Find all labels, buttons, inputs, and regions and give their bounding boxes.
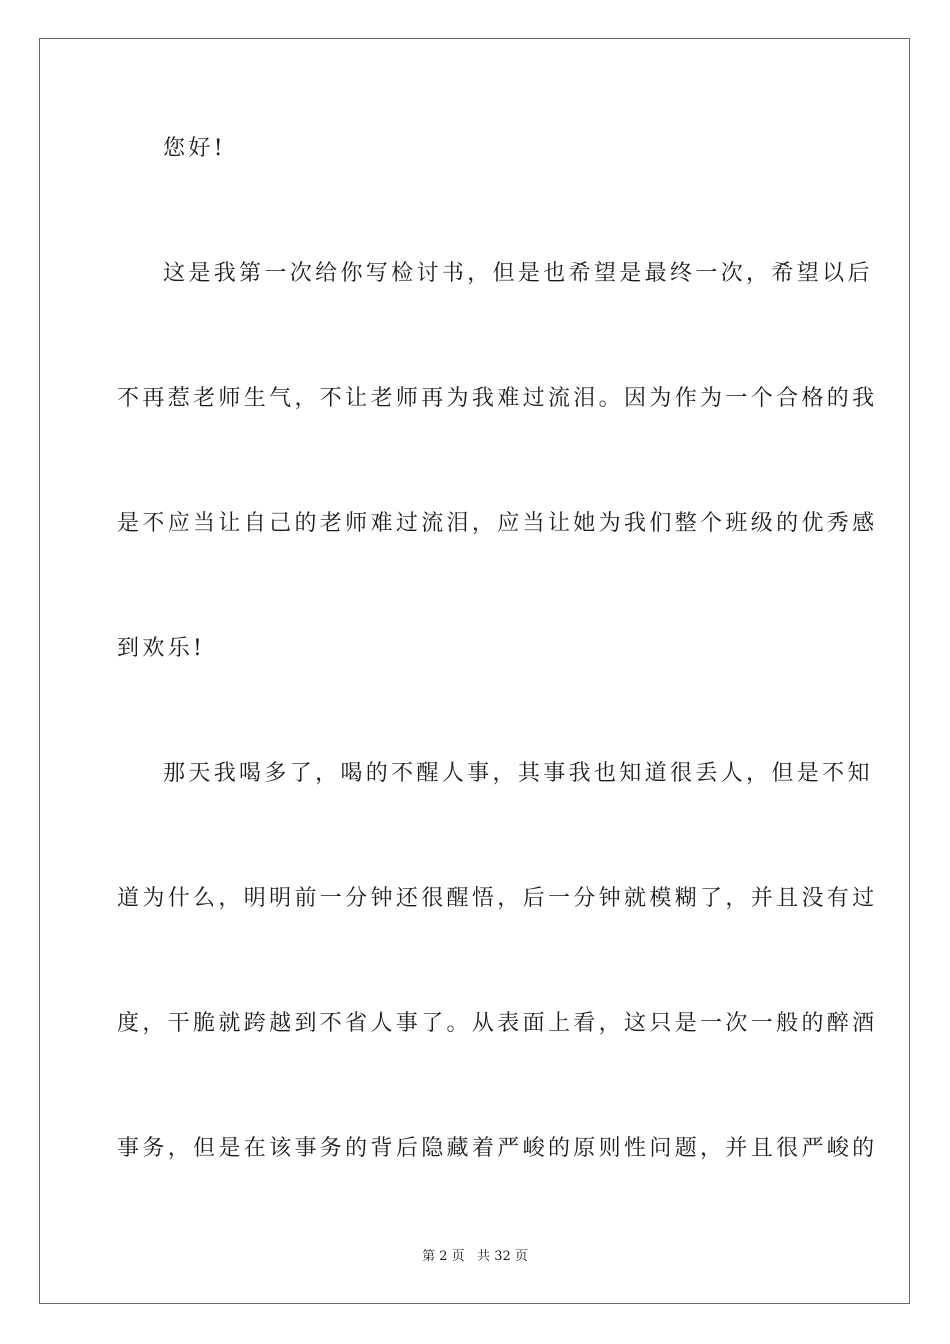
paragraph-line: 是不应当让自己的老师难过流泪，应当让她为我们整个班级的优秀感: [117, 511, 878, 536]
paragraph-line: 道为什么，明明前一分钟还很醒悟，后一分钟就模糊了，并且没有过: [117, 886, 878, 911]
paragraph-line: 度，干脆就跨越到不省人事了。从表面上看，这只是一次一般的醉酒: [117, 1011, 878, 1036]
paragraph-line: 到欢乐!: [117, 636, 206, 661]
greeting-line: 您好!: [163, 136, 226, 161]
paragraph-line: 不再惹老师生气，不让老师再为我难过流泪。因为作为一个合格的我: [117, 386, 878, 411]
paragraph-line: 这是我第一次给你写检讨书，但是也希望是最终一次，希望以后: [163, 261, 873, 286]
page-number-footer: 第 2 页 共 32 页: [422, 1249, 528, 1264]
paragraph-line: 事务，但是在该事务的背后隐藏着严峻的原则性问题，并且很严峻的: [117, 1136, 878, 1161]
paragraph-line: 那天我喝多了，喝的不醒人事，其事我也知道很丢人，但是不知: [163, 761, 873, 786]
page-border: [39, 38, 910, 1304]
